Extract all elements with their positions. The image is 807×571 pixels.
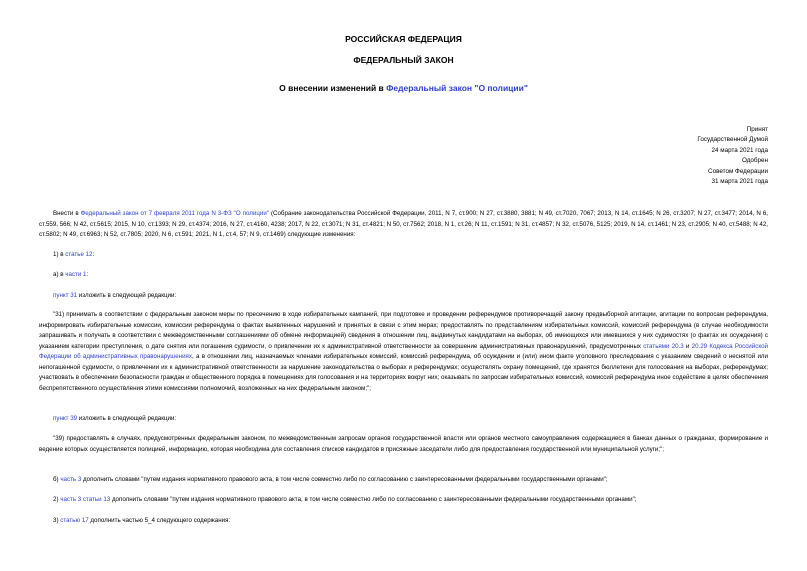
item-3 — [39, 516, 768, 527]
item-text: 3) — [53, 517, 61, 524]
quote-text: "31) принимать в соответствии с федеральным законом меры по пресечению в ходе избирательных кампаний, при подготовке и проведении референдумов противоречащей закону предвыборной агитации, агитации по вопросам референдума, информировать избирательные комиссии, комиссии референдума о фактах выявленных нарушений и принятых в связи с этим мерах; предоставлять по представлениям избирательных комиссий, комиссий референдума (в случае необходимости запрашивать и получать в соответствии с межведомственными соглашениями об обмене информацией) сведения в отношении лиц, выдвинутых кандидатами на выборах, об имеющихся или имевшихся у них судимостях (о фактах их осуждения) с указанием категории преступления, о дате снятия или погашения судимости, о привлечении их к административной ответственности за совершение административных правонарушений, предусмотренных — [39, 311, 768, 350]
part-1-link[interactable]: части 1 — [65, 271, 87, 278]
item-b — [39, 475, 768, 486]
item-text: дополнить частью 5_4 следующего содержания: — [88, 517, 231, 524]
intro-text: (Собрание законодательства Российской Федерации, 2011, N 7, ст.900; N 27, ст.3880, 3881; N 49, ст.7020, 7067; 2013, N 14, ст.1645; N 26, ст.3207; N 27, ст.3477; 2014, N 6, ст.559, 566; N 42, ст.5615; 2015, N 10, ст.1393; N 29, ст.4374; 2016, N 27, ст.4160, 4238; 2017, N 22, ст.3071; N 31, ст.4821; N 50, ст.7562; 2018, N 1, ст.26; N 11, ст.1591; N 31, ст.4857; N 32, ст.5076, 5125; 2019, N 14, ст.1461; N 23, ст.2905; N 40, ст.5488; N 42, ст.5802; N 49, ст.6963; N 52, ст.7805; 2020, N 6, ст.591; 2021, N 1, ст.4, 57; N 9, ст.1469) следующие изменения: — [39, 210, 768, 238]
adoption-line: 24 марта 2021 года — [711, 146, 768, 154]
item-text: изложить в следующей редакции: — [77, 292, 177, 299]
point-39-link[interactable]: пункт 39 — [53, 415, 78, 422]
article-12-link[interactable]: статье 12 — [65, 251, 93, 258]
article-17-link[interactable]: статью 17 — [60, 517, 89, 524]
item-text: 2) — [53, 496, 61, 503]
document-title — [0, 83, 807, 94]
country-heading: РОССИЙСКАЯ ФЕДЕРАЦИЯ — [345, 34, 462, 44]
adoption-line: 31 марта 2021 года — [711, 178, 768, 186]
part-3-article-13-link[interactable]: часть 3 статьи 13 — [60, 496, 111, 503]
quote-text: "39) предоставлять в случаях, предусмотренных федеральным законом, по межведомственным запросам органов государственной власти или органов местного самоуправления содержащиеся в банках данных о гражданах, формирование и ведение которых осуществляется полицией, информацию, которая необходима для составления списков кандидатов в присяжные заседатели либо для предоставления государственной или муниципальной услуги;"; — [39, 435, 768, 453]
item-2 — [39, 495, 768, 506]
title-law-link[interactable]: Федеральный закон "О полиции" — [386, 83, 528, 93]
item-text: 1) в — [53, 251, 66, 258]
item-text: а) в — [53, 271, 66, 278]
law-link[interactable]: Федеральный закон — [80, 210, 139, 217]
quote-point-31 — [39, 310, 768, 394]
item-point-31 — [39, 291, 768, 302]
item-text: дополнить словами "путем издания нормативного правового акта, в том числе совместно либо по согласованию с заинтересованными федеральными государственными органами"; — [81, 476, 608, 483]
quote-text: , а в отношении лиц, назначаемых членами избирательных комиссий, комиссий референдума, об осуждении и (или) ином факте уголовного преследования с указанием сведений о неснятой или непогашенной судимости, о привлечении их к административной ответственности за нарушение законодательства о выборах и референдумах; осуществлять охрану помещений, где хранятся бюллетени для голосования на выборах, референдумах; участвовать в обеспечении безопасности граждан и общественного порядка в помещениях для голосования и на территориях вокруг них; оказывать по запросам избирательных комиссий, комиссий референдума иное содействие в целях обеспечения беспрепятственного осуществления этими комиссиями полномочий, возложенных на них федеральным законом;"; — [39, 353, 768, 392]
quote-point-39 — [39, 434, 768, 455]
quote-text: и — [683, 342, 692, 350]
part-3-link[interactable]: часть 3 — [60, 476, 82, 483]
item-1 — [39, 250, 768, 261]
item-point-39 — [39, 414, 768, 425]
adoption-line: Советом Федерации — [708, 167, 768, 175]
item-text: : — [92, 251, 95, 258]
law-date-link[interactable]: от 7 февраля 2011 года N 3-ФЗ "О полиции" — [140, 210, 269, 217]
intro-text: Внести в — [53, 210, 81, 217]
adoption-block — [568, 125, 768, 187]
item-a — [39, 270, 768, 281]
item-text: б) — [53, 476, 61, 483]
title-prefix: О внесении изменений в — [279, 83, 387, 93]
adoption-line: Принят — [746, 126, 768, 133]
point-31-link[interactable]: пункт 31 — [53, 292, 78, 299]
koap-link[interactable]: 20.29 Кодекса Российской Федерации об административных правонарушениях — [39, 342, 768, 360]
adoption-line: Государственной Думой — [697, 136, 768, 144]
adoption-line: Одобрен — [741, 157, 768, 165]
item-text: изложить в следующей редакции: — [77, 415, 177, 422]
intro-paragraph — [39, 209, 768, 241]
item-text: дополнить словами "путем издания нормативного правового акта, в том числе совместно либо по согласованию с заинтересованными федеральными государственными органами"; — [110, 496, 637, 503]
item-text: : — [86, 271, 89, 278]
doc-type-heading: ФЕДЕРАЛЬНЫЙ ЗАКОН — [353, 55, 454, 65]
article-20-3-link[interactable]: статьями 20.3 — [643, 342, 684, 350]
